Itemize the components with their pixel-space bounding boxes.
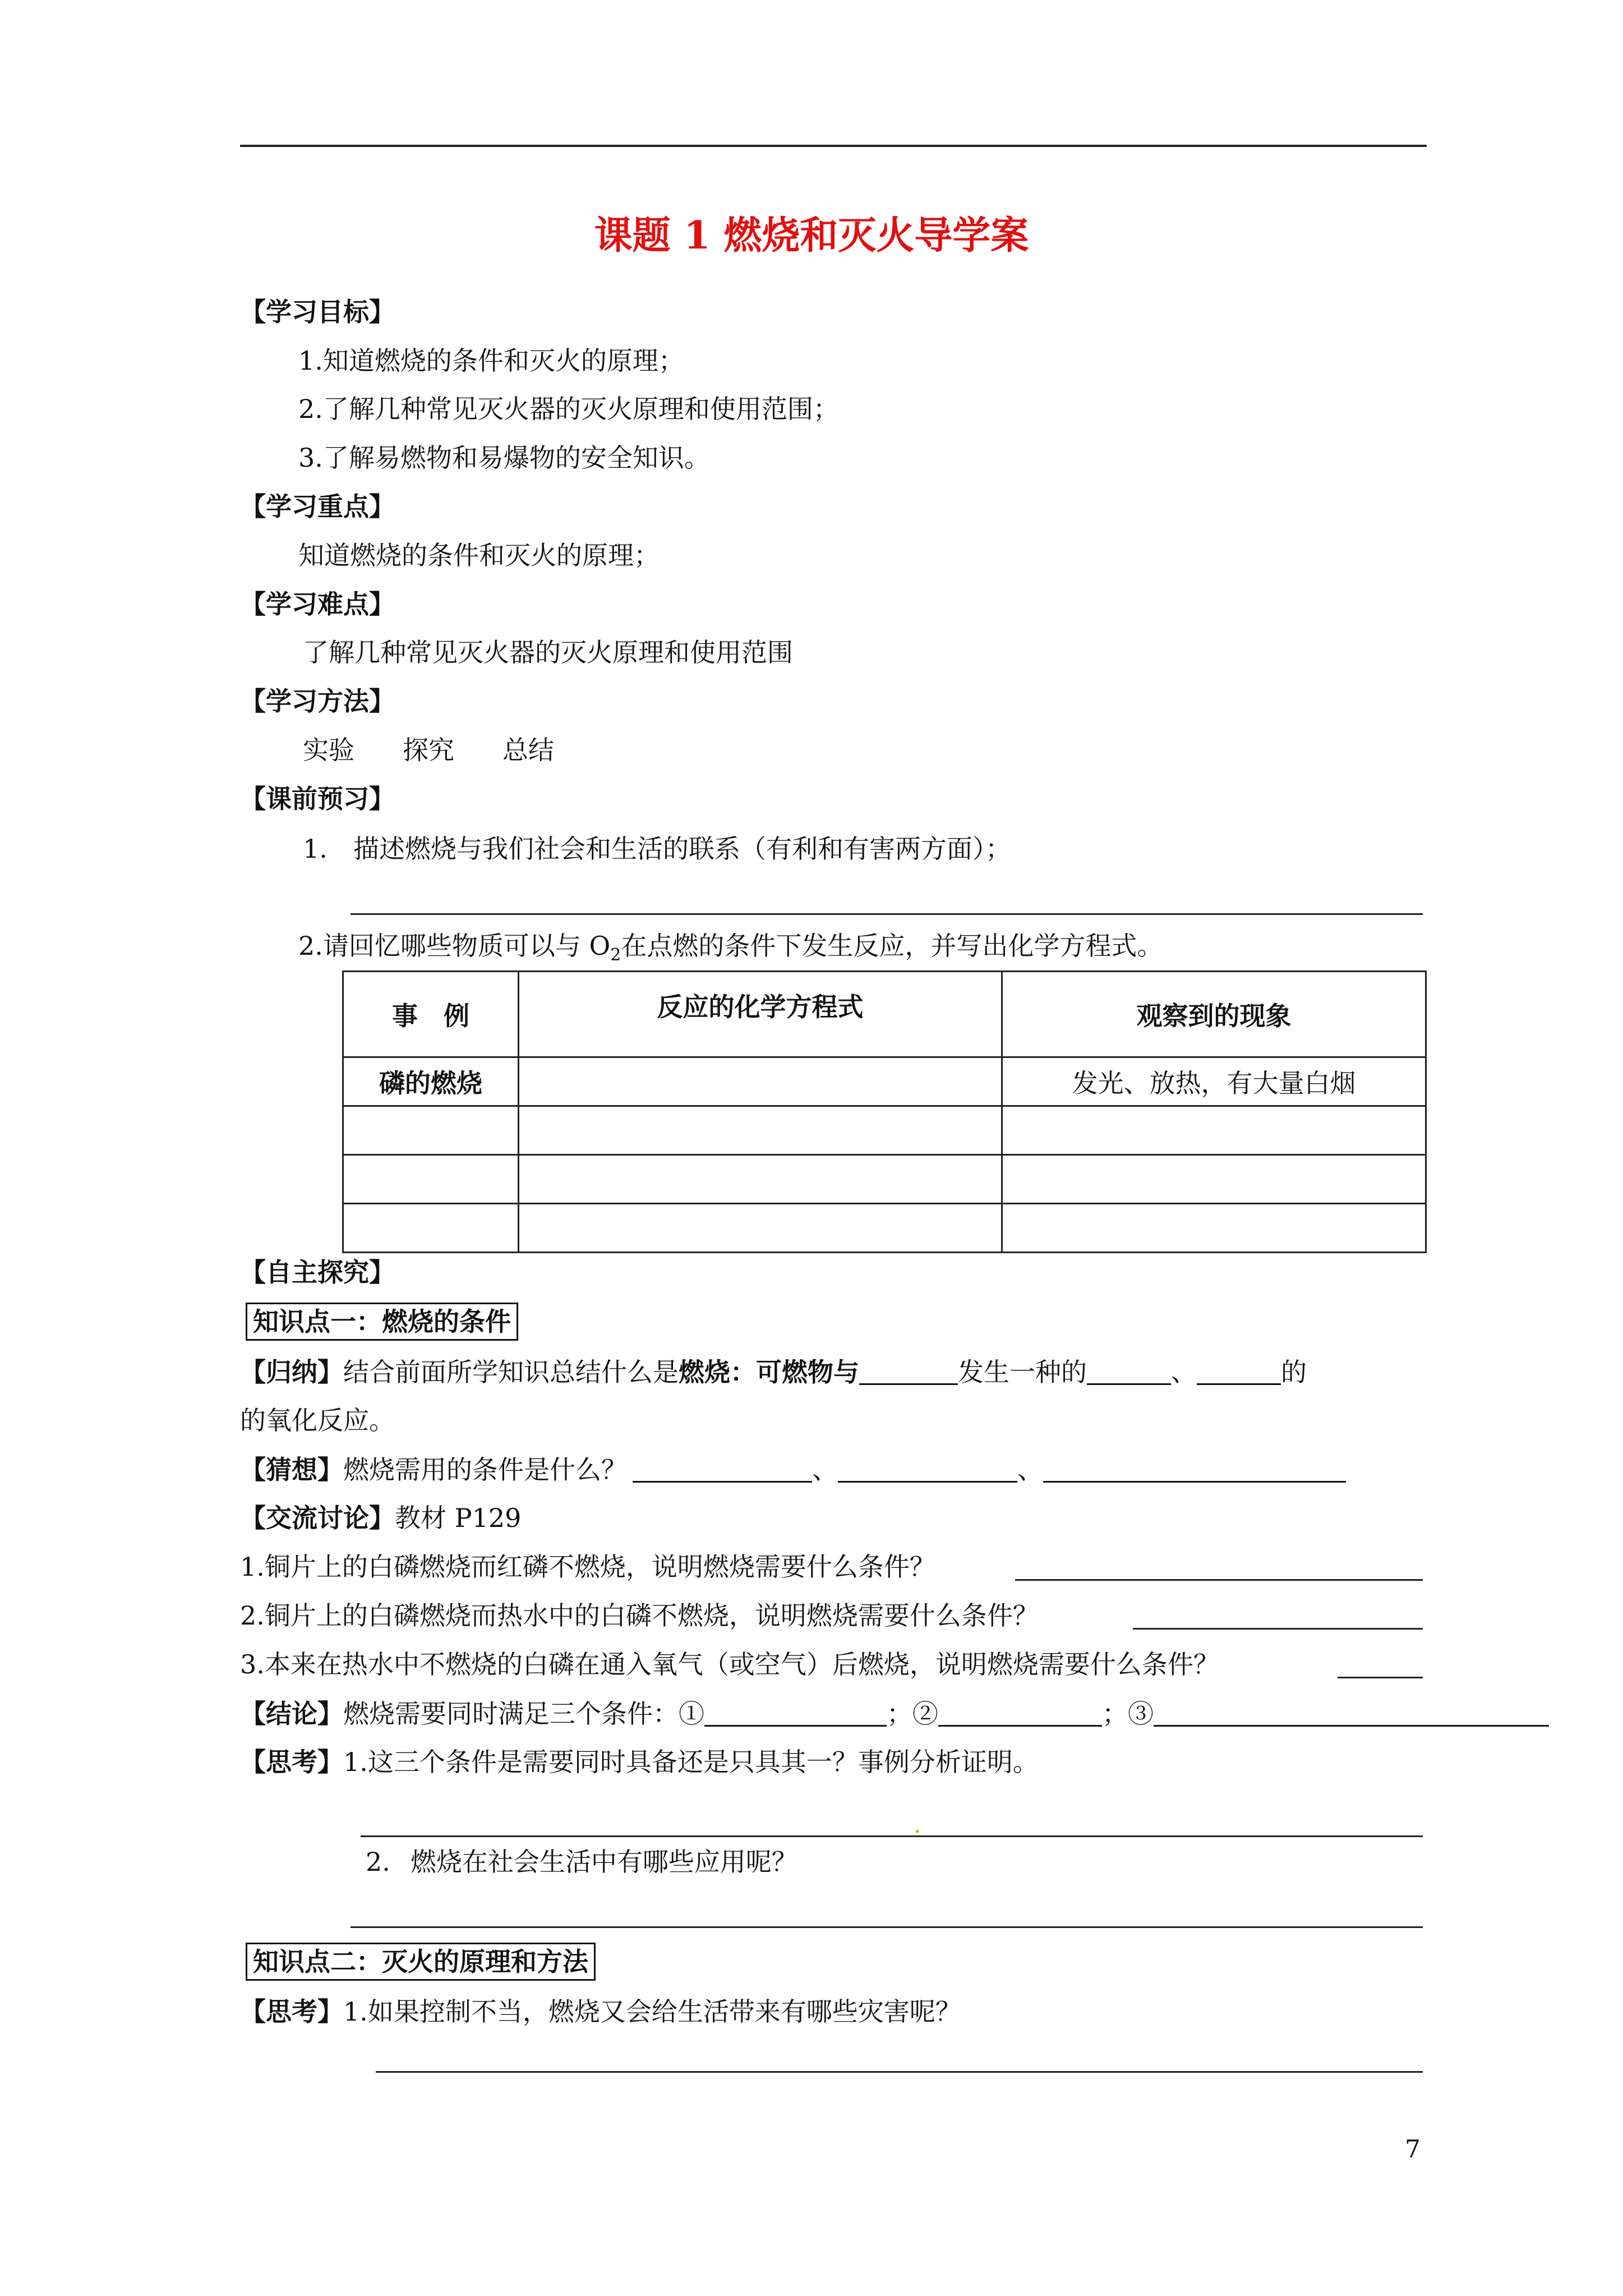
summary-line: [240, 1359, 1307, 1385]
table-cell[interactable]: [519, 1106, 1002, 1155]
table-cell[interactable]: [1002, 1204, 1426, 1253]
discussion-line: [240, 1505, 521, 1531]
preview-q1-number: 1.: [303, 834, 328, 864]
conclusion-text: 燃烧需要同时满足三个条件：: [343, 1699, 679, 1729]
section-difficulty: 【学习难点】: [240, 589, 395, 619]
think-tag: 【思考】: [240, 1996, 343, 2027]
preview-q2-text-a: 2.请回忆哪些物质可以与 O: [298, 931, 611, 961]
separator: 、: [1017, 1455, 1043, 1485]
discussion-item-1: 1.铜片上的白磷燃烧而红磷不燃烧，说明燃烧需要什么条件？: [240, 1552, 935, 1582]
guess-line: [240, 1456, 1346, 1483]
fill-blank[interactable]: [633, 1456, 812, 1483]
preview-q1: 描述燃烧与我们社会和生活的联系（有利和有害两方面）；: [353, 834, 1011, 864]
discussion-text: 教材 P129: [395, 1503, 522, 1533]
subscript: 2: [610, 945, 621, 965]
guess-text: 燃烧需用的条件是什么？: [343, 1455, 627, 1485]
table-cell[interactable]: [1002, 1155, 1426, 1204]
preview-q2-text-b: 在点燃的条件下发生反应，并写出化学方程式。: [621, 931, 1163, 961]
knowledge-point-2: 知识点二：灭火的原理和方法: [246, 1943, 596, 1981]
table-header-row: [343, 972, 1426, 1057]
answer-line: [351, 913, 1423, 915]
table-cell: 磷的燃烧: [343, 1057, 519, 1106]
table-cell[interactable]: [343, 1106, 519, 1155]
summary-text: 、: [1171, 1357, 1197, 1387]
fill-blank[interactable]: [838, 1456, 1017, 1483]
separator: 、: [812, 1455, 838, 1485]
table-cell[interactable]: [519, 1057, 1002, 1106]
conclusion-line: [240, 1700, 1549, 1727]
table-row: [343, 1204, 1426, 1253]
table-cell: 发光、放热，有大量白烟: [1002, 1057, 1426, 1106]
key-text: 知道燃烧的条件和灭火的原理；: [298, 540, 660, 570]
summary-text: 的: [1281, 1357, 1307, 1387]
table-cell[interactable]: [519, 1155, 1002, 1204]
stray-mark: [916, 1830, 919, 1833]
answer-line[interactable]: [1133, 1628, 1423, 1630]
table-row: [343, 1106, 1426, 1155]
section-goals: 【学习目标】: [240, 297, 395, 327]
fill-blank[interactable]: [1197, 1359, 1281, 1385]
think-question-3: 1.如果控制不当，燃烧又会给生活带来有哪些灾害呢？: [343, 1996, 961, 2027]
fill-blank[interactable]: [938, 1700, 1102, 1727]
goal-2: 2.了解几种常见灭火器的灭火原理和使用范围；: [298, 394, 839, 424]
circle-number: ①: [679, 1699, 704, 1729]
table-header: 事 例: [343, 972, 519, 1057]
summary-line-2: 的氧化反应。: [240, 1405, 395, 1435]
page-title: 课题 1 燃烧和灭火导学案: [594, 213, 1029, 258]
preview-q2: [298, 933, 1163, 964]
table-row: [343, 1155, 1426, 1204]
section-preview: 【课前预习】: [240, 784, 395, 814]
table-cell[interactable]: [343, 1204, 519, 1253]
table-header: 反应的化学方程式: [519, 972, 1002, 1057]
preview-table: [342, 970, 1427, 1253]
summary-text: 发生一种的: [958, 1357, 1087, 1387]
summary-tag: 【归纳】: [240, 1357, 343, 1387]
section-explore: 【自主探究】: [240, 1257, 395, 1287]
summary-keyword: 燃烧: [679, 1357, 730, 1387]
method-1: 实验: [303, 735, 354, 765]
answer-line[interactable]: [1338, 1677, 1423, 1678]
fill-blank[interactable]: [859, 1359, 958, 1385]
answer-line[interactable]: [351, 1926, 1423, 1928]
think-question-2-number: 2.: [366, 1847, 390, 1877]
think-question-2-text: 燃烧在社会生活中有哪些应用呢？: [410, 1847, 797, 1877]
summary-text: 结合前面所学知识总结什么是: [343, 1357, 679, 1387]
table-cell[interactable]: [519, 1204, 1002, 1253]
discussion-tag: 【交流讨论】: [240, 1503, 395, 1533]
discussion-item-3: 3.本来在热水中不燃烧的白磷在通入氧气（或空气）后燃烧，说明燃烧需要什么条件？: [240, 1649, 1219, 1680]
page-number: 7: [1405, 2135, 1421, 2164]
think-line: [240, 1749, 1039, 1775]
summary-text: ：可燃物与: [730, 1357, 859, 1387]
fill-blank[interactable]: [1087, 1359, 1171, 1385]
fill-blank[interactable]: [704, 1700, 887, 1727]
guess-tag: 【猜想】: [240, 1455, 343, 1485]
goal-1: 1.知道燃烧的条件和灭火的原理；: [298, 346, 684, 376]
think-question-2: [366, 1849, 797, 1875]
table-cell[interactable]: [343, 1155, 519, 1204]
table-row: [343, 1057, 1426, 1106]
difficulty-text: 了解几种常见灭火器的灭火原理和使用范围: [303, 637, 793, 668]
think-line-2: [240, 1996, 961, 2027]
answer-line[interactable]: [1015, 1579, 1423, 1581]
think-tag: 【思考】: [240, 1747, 343, 1777]
method-2: 探究: [403, 735, 454, 765]
header-rule: [240, 145, 1427, 147]
fill-blank[interactable]: [1043, 1456, 1346, 1483]
method-3: 总结: [502, 735, 554, 765]
table-header: 观察到的现象: [1002, 972, 1426, 1057]
fill-blank[interactable]: [1154, 1700, 1549, 1727]
answer-line[interactable]: [376, 2071, 1423, 2073]
circle-number: ；②: [887, 1699, 938, 1729]
section-key: 【学习重点】: [240, 491, 395, 522]
table-cell[interactable]: [1002, 1106, 1426, 1155]
circle-number: ；③: [1102, 1699, 1154, 1729]
discussion-item-2: 2.铜片上的白磷燃烧而热水中的白磷不燃烧，说明燃烧需要什么条件？: [240, 1600, 1039, 1631]
section-method: 【学习方法】: [240, 686, 395, 716]
goal-3: 3.了解易燃物和易爆物的安全知识。: [298, 443, 710, 473]
conclusion-tag: 【结论】: [240, 1699, 343, 1729]
answer-line[interactable]: [361, 1835, 1423, 1837]
think-question-1: 1.这三个条件是需要同时具备还是只具其一？事例分析证明。: [343, 1747, 1039, 1777]
knowledge-point-1: 知识点一：燃烧的条件: [246, 1303, 518, 1341]
